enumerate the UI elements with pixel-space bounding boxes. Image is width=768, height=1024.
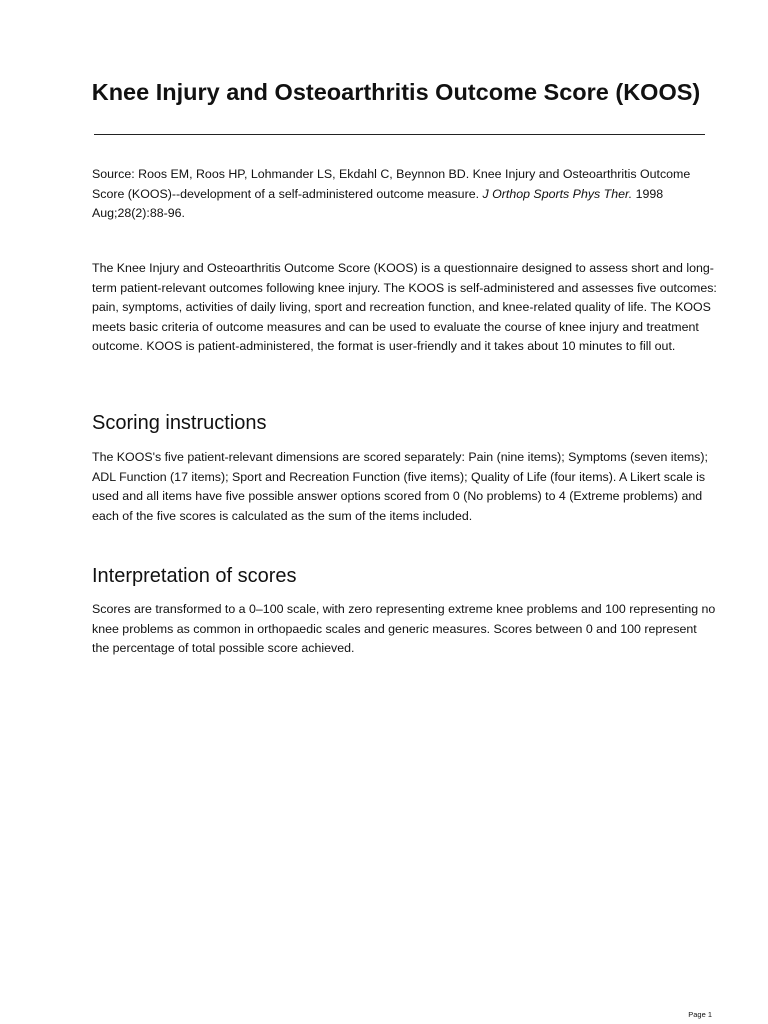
scoring-paragraph: The KOOS's five patient-relevant dimensions are scored separately: Pain (nine items); Symptoms (seven items); ADL Function (17 items); Sport and Recreation Function (five items); Quality of Life (four items). A Likert scale is used and all items have five possible answer options scored from 0 (No problems) to 4 (Extreme problems) and each of the five scores is calculated as the sum of the items included. (92, 450, 708, 523)
document-title: Knee Injury and Osteoarthritis Outcome Score (KOOS) (91, 79, 701, 105)
journal-name: J Orthop Sports Phys Ther. (482, 186, 633, 201)
title-divider (94, 134, 705, 135)
page-number: Page 1 (688, 1010, 712, 1019)
citation-details: 1998 Aug;28(2):88-96. (92, 186, 664, 220)
source-citation (92, 165, 717, 224)
interpretation-heading: Interpretation of scores (92, 565, 297, 587)
interpretation-paragraph: Scores are transformed to a 0–100 scale, with zero representing extreme knee problems and 100 representing no knee problems as common in orthopaedic scales and generic measures. Scores between 0 and 100 represent the percentage of total possible score achieved. (92, 602, 716, 655)
scoring-heading: Scoring instructions (92, 412, 267, 434)
intro-paragraph: The Knee Injury and Osteoarthritis Outcome Score (KOOS) is a questionnaire designed to assess short and long-term patient-relevant outcomes following knee injury. The KOOS is self-administered and assesses five outcomes: pain, symptoms, activities of daily living, sport and recreation function, and knee-related quality of life. The KOOS meets basic criteria of outcome measures and can be used to evaluate the course of knee injury and treatment outcome. KOOS is patient-administered, the format is user-friendly and it takes about 10 minutes to fill out. (92, 261, 717, 353)
citation-text: Source: Roos EM, Roos HP, Lohmander LS, Ekdahl C, Beynnon BD. Knee Injury and Osteoarthritis Outcome Score (KOOS)--development of a self-administered outcome measure. (92, 167, 691, 201)
